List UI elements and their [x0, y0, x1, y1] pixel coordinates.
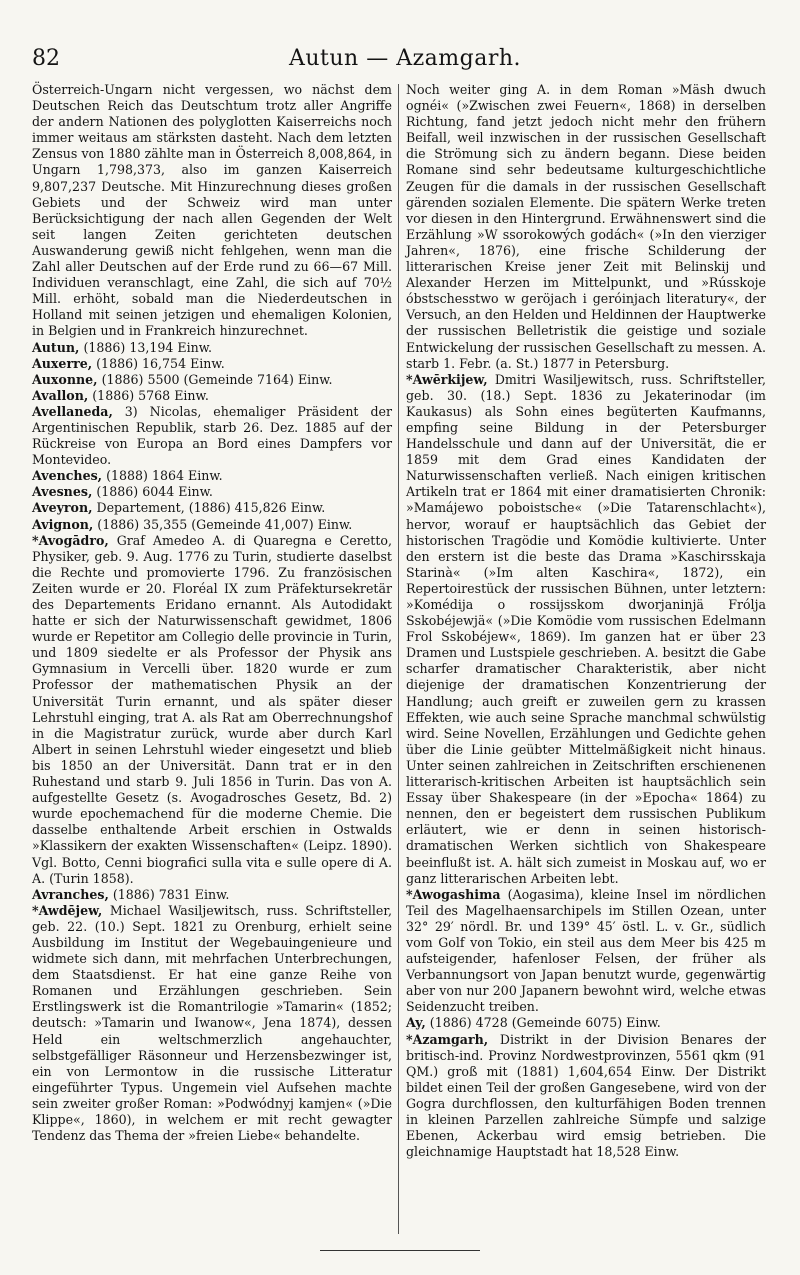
running-title: Autun — Azamgarh. — [288, 46, 522, 71]
entry-headword: *Awogashima — [406, 886, 501, 902]
entry-headword: Avellaneda, — [32, 403, 113, 419]
right-column — [406, 82, 766, 1160]
entry — [32, 404, 392, 468]
entry-text: (1886) 5768 Einw. — [92, 387, 209, 403]
entry-headword: *Awdējew, — [32, 902, 103, 918]
entry-text: (1886) 6044 Einw. — [96, 484, 213, 500]
entry-text: (1888) 1864 Einw. — [106, 468, 223, 484]
entry-text: Dmitri Wasiljewitsch, russ. Schriftsteller, geb. 30. (18.) Sept. 1836 zu Jekaterinodar (im Kaukasus) als Sohn eines begüterten Kaufmanns, empfing seine Bildung in der Petersburger Handelsschule und dann auf der Universität, die er 1859 mit dem Grad eines Kandidaten der Naturwissenschaften verließ. Nach einigen kritischen Artikeln trat er 1864 mit einer dramatisierten Chronik: »Mamájewo poboistsche« (»Die Tatarenschlacht«), hervor, worauf er hauptsächlich das Gebiet der historischen Tragödie und Komödie kultivierte. Unter den erstern ist die beste das Drama »Kaschirsskaja Starinà« (»Im alten Kaschira«, 1872), ein Repertoirestück der russischen Bühnen, unter letztern: »Komédija o rossijsskom dworjaninjä Frólja Sskobéjewjä« (»Die Komödie vom russischen Edelmann Frol Sskobéjew«, 1869). Im ganzen hat er über 23 Dramen und Lustspiele geschrieben. A. besitzt die Gabe scharfer dramatischer Charakteristik, aber nicht diejenige der dramatischen Konzentrierung der Handlung; auch greift er zuweilen gern zu krassen Effekten, wie auch seine Sprache manchmal schwülstig wird. Seine Novellen, Erzählungen und Gedichte gehen über die Linie geübter Mittelmäßigkeit nicht hinaus. Unter seinen zahlreichen in Zeitschriften erschienenen litterarisch-kritischen Arbeiten ist hauptsächlich sein Essay über Shakespeare (in der »Epocha« 1864) zu nennen, den er begeistert dem russischen Publikum erläutert, wie er denn in seinen historisch-dramatischen Werken sichtlich von Shakespeare beeinflußt ist. A. hält sich zumeist in Moskau auf, wo er ganz litterarischen Arbeiten lebt. — [406, 371, 766, 886]
entry — [32, 356, 392, 372]
entry-headword: Avallon, — [32, 387, 89, 403]
entry — [32, 887, 392, 903]
entry-headword: Avenches, — [32, 468, 103, 484]
column-divider — [398, 84, 399, 1234]
entry-text: Österreich-Ungarn nicht vergessen, wo nächst dem Deutschen Reich das Deutschtum trotz aller Angriffe der andern Nationen des polyglotten Kaiserreichs noch immer weitaus am stärksten dasteht. Nach dem letzten Zensus von 1880 zählte man in Österreich 8,008,864, in Ungarn 1,798,373, also im ganzen Kaiserreich 9,807,237 Deutsche. Mit Hinzurechnung dieses großen Gebiets und der Schweiz wird man unter Berücksichtigung der nach allen Gegenden der Welt seit langen Zeiten gerichteten deutschen Auswanderung gewiß nicht fehlgehen, wenn man die Zahl aller Deutschen auf der Erde rund zu 66—67 Mill. Individuen veranschlagt, eine Zahl, die sich auf 70½ Mill. erhöht, sobald man die Niederdeutschen in Holland mit seinen jetzigen und ehemaligen Kolonien, in Belgien und in Frankreich hinzurechnet. — [32, 82, 392, 339]
entry-text: Noch weiter ging A. in dem Roman »Mäsh dwuch ognéi« (»Zwischen zwei Feuern«, 1868) in derselben Richtung, fand jetzt jedoch nicht mehr den frühern Beifall, weil inzwischen in der russischen Gesellschaft die Strömung sich zu ändern begann. Diese beiden Romane sind sehr bedeutsame kulturgeschichtliche Zeugen für die damals in der russischen Gesellschaft gärenden sozialen Elemente. Die spätern Werke treten vor diesen in den Hintergrund. Erwähnenswert sind die Erzählung »W ssorokowých godách« (»In den vierziger Jahren«, 1876), eine frische Schilderung der litterarischen Kreise jener Zeit mit Belinskij und Alexander Herzen im Mittelpunkt, und »Rússkoje óbstschesstwo w geröjach i geróinjach literatury«, der Versuch, an den Helden und Heldinnen der Hauptwerke der russischen Belletristik die geistige und soziale Entwickelung der russischen Gesellschaft zu messen. A. starb 1. Febr. (a. St.) 1877 in Petersburg. — [406, 82, 766, 371]
entry-text: (1886) 16,754 Einw. — [96, 355, 225, 371]
entry-headword: *Awērkijew, — [406, 371, 488, 387]
entry — [32, 82, 392, 340]
entry — [32, 500, 392, 516]
entry-headword: Avranches, — [32, 886, 109, 902]
entry-headword: Avignon, — [32, 516, 94, 532]
entry-headword: Ay, — [406, 1015, 426, 1031]
entry — [406, 887, 766, 1016]
entry — [406, 1015, 766, 1031]
entry-headword: *Azamgarh, — [406, 1031, 489, 1047]
entry — [32, 340, 392, 356]
entry-headword: Auxonne, — [32, 371, 98, 387]
entry — [32, 388, 392, 404]
entry — [32, 468, 392, 484]
page-header — [32, 44, 778, 74]
entry-text: (1886) 35,355 (Gemeinde 41,007) Einw. — [97, 516, 353, 532]
entry-text: (1886) 7831 Einw. — [112, 886, 230, 902]
entry — [406, 82, 766, 372]
entry-text: (1886) 13,194 Einw. — [83, 339, 213, 355]
page-number: 82 — [32, 46, 60, 71]
footer-rule — [320, 1250, 480, 1251]
entry-headword: Auxerre, — [32, 355, 93, 371]
entry-headword: Aveyron, — [32, 500, 93, 516]
entry-text: 3) Nicolas, ehemaliger Präsident der Argentinischen Republik, starb 26. Dez. 1885 auf der Rückreise von Europa an Bord eines Dampfers vor Montevideo. — [32, 403, 392, 468]
entry — [406, 372, 766, 887]
entry-text: Graf Amedeo A. di Quaregna e Ceretto, Physiker, geb. 9. Aug. 1776 zu Turin, studierte daselbst die Rechte und promovierte 1796. Zu französischen Zeiten wurde er 20. Floréal IX zum Präfektursekretär des Departements Eridano ernannt. Als Autodidakt hatte er sich der Naturwissenschaft gewidmet, 1806 wurde er Repetitor am Collegio delle provincie in Turin, und 1809 siedelte er als Professor der Physik ans Gymnasium in Vercelli über. 1820 wurde er zum Professor der mathematischen Physik an der Universität Turin ernannt, und als später dieser Lehrstuhl einging, trat A. als Rat am Oberrechnungshof in die Magistratur zurück, wurde aber durch Karl Albert in seinen Lehrstuhl wieder eingesetzt und blieb bis 1850 an der Universität. Dann trat er in den Ruhestand und starb 9. Juli 1856 in Turin. Das von A. aufgestellte Gesetz (s. Avogadrosches Gesetz, Bd. 2) wurde epochemachend für die moderne Chemie. Die dasselbe enthaltende Arbeit erschien in Ostwalds »Klassikern der exakten Wissenschaften« (Leipz. 1890). Vgl. Botto, Cenni biografici sulla vita e sulle opere di A. A. (Turin 1858). — [32, 532, 392, 886]
entry — [32, 903, 392, 1144]
entry — [406, 1032, 766, 1161]
entry-text: Distrikt in der Division Benares der britisch-ind. Provinz Nordwestprovinzen, 5561 qkm (91 QM.) groß mit (1881) 1,604,654 Einw. Der Distrikt bildet einen Teil der großen Gangesebene, wird von der Gogra durchflossen, den kulturfähigen Boden trennen in kleinen Parzellen zahlreiche Sümpfe und salzige Ebenen, Ackerbau wird emsig betrieben. Die gleichnamige Hauptstadt hat 18,528 Einw. — [406, 1031, 766, 1160]
entry — [32, 533, 392, 887]
entry-text: (1886) 5500 (Gemeinde 7164) Einw. — [101, 371, 333, 387]
entry-text: (Aogasima), kleine Insel im nördlichen Teil des Magelhaensarchipels im Stillen Ozean, unter 32° 29′ nördl. Br. und 139° 45′ östl. L. v. Gr., südlich vom Golf von Tokio, ein steil aus dem Meer bis 425 m aufsteigender, hafenloser Felsen, der früher als Verbannungsort von Japan benutzt wurde, gegenwärtig aber von nur 200 Japanern bewohnt wird, welche etwas Seidenzucht treiben. — [406, 886, 766, 1015]
entry-text: Michael Wasiljewitsch, russ. Schriftsteller, geb. 22. (10.) Sept. 1821 zu Orenburg, erhielt seine Ausbildung im Institut der Wegebauingenieure und widmete sich dann, mit mehrfachen Unterbrechungen, dem Staatsdienst. Er hat eine ganze Reihe von Romanen und Erzählungen geschrieben. Sein Erstlingswerk ist die Romantrilogie »Tamarin« (1852; deutsch: »Tamarin und Iwanow«, Jena 1874), dessen Held ein weltschmerzlich angehauchter, selbstgefälliger Räsonneur und Herzensbezwinger ist, ein von Lermontow in die russische Litteratur eingeführter Typus. Ungemein viel Aufsehen machte sein zweiter großer Roman: »Podwódnyj kamjen« (»Die Klippe«, 1860), in welchem er mit recht gewagter Tendenz das Thema der »freien Liebe« behandelte. — [32, 902, 392, 1144]
entry — [32, 372, 392, 388]
entry-text: (1886) 4728 (Gemeinde 6075) Einw. — [429, 1015, 661, 1031]
left-column — [32, 82, 392, 1144]
entry-headword: Autun, — [32, 339, 80, 355]
entry — [32, 484, 392, 500]
entry-headword: Avesnes, — [32, 484, 93, 500]
entry-headword: *Avogādro, — [32, 532, 109, 548]
entry — [32, 517, 392, 533]
entry-text: Departement, (1886) 415,826 Einw. — [96, 500, 326, 516]
